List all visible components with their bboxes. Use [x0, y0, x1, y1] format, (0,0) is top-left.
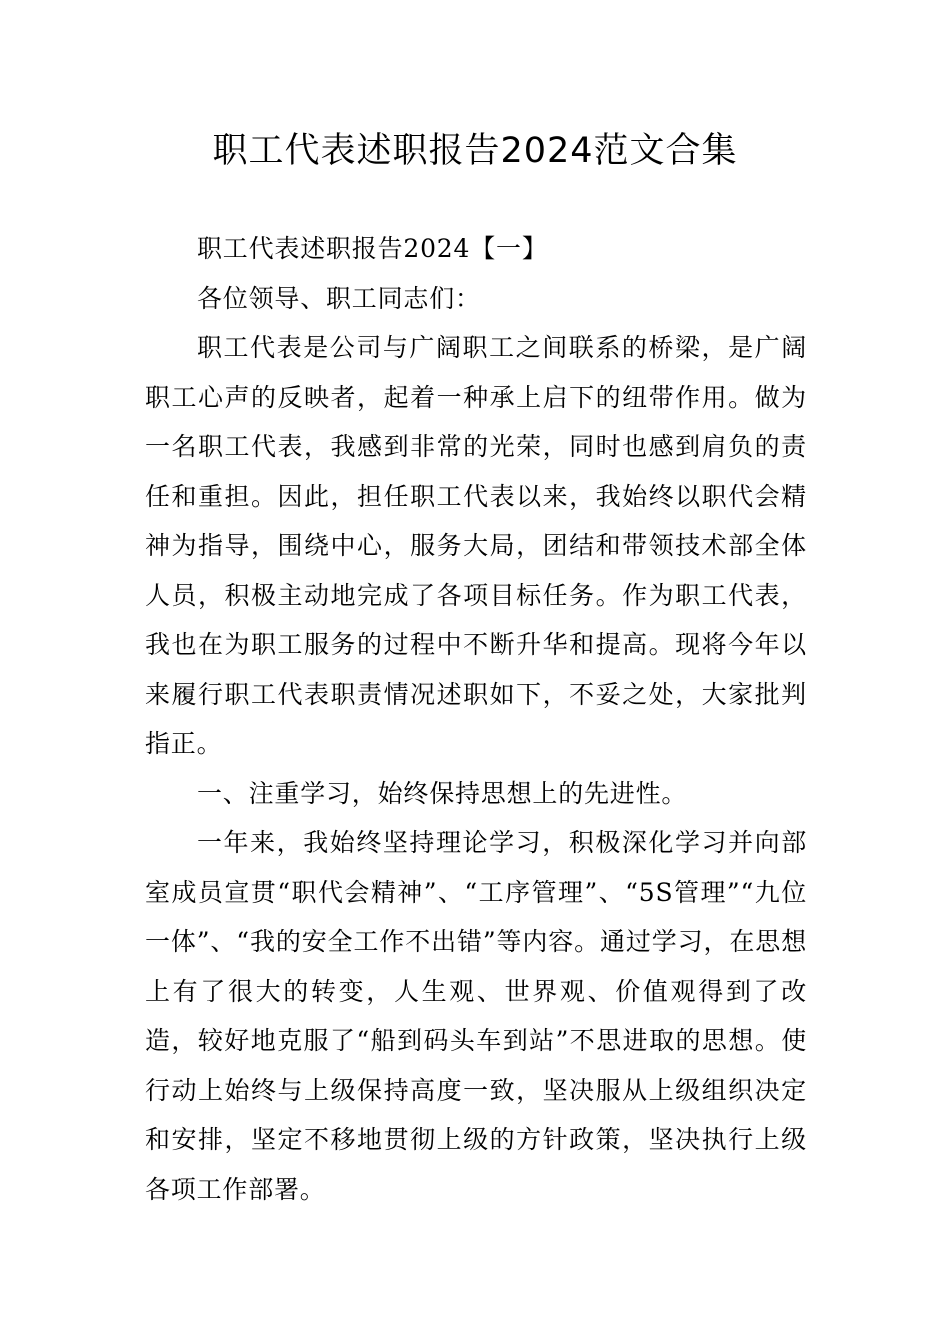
body-paragraph: 一年来，我始终坚持理论学习，积极深化学习并向部室成员宣贯“职代会精神”、“工序管理”、“5S管理”“九位一体”、“我的安全工作不出错”等内容。通过学习，在思想上有了很大的转变，人生观、世界观、价值观得到了改造，较好地克服了“船到码头车到站”不思进取的思想。使行动上始终与上级保持高度一致，坚决服从上级组织决定和安排，坚定不移地贯彻上级的方针政策，坚决执行上级各项工作部署。	[145, 828, 807, 1204]
document-body	[145, 224, 807, 1214]
document-title: 职工代表述职报告2024范文合集	[212, 131, 738, 171]
section-heading: 职工代表述职报告2024【一】	[197, 234, 548, 263]
body-paragraph: 职工代表是公司与广阔职工之间联系的桥梁，是广阔职工心声的反映者，起着一种承上启下的纽带作用。做为一名职工代表，我感到非常的光荣，同时也感到肩负的责任和重担。因此，担任职工代表以来，我始终以职代会精神为指导，围绕中心，服务大局，团结和带领技术部全体人员，积极主动地完成了各项目标任务。作为职工代表，我也在为职工服务的过程中不断升华和提高。现将今年以来履行职工代表职责情况述职如下，不妥之处，大家批判指正。	[145, 333, 807, 758]
subheading: 一、注重学习，始终保持思想上的先进性。	[197, 778, 688, 808]
salutation: 各位领导、职工同志们：	[197, 283, 481, 313]
